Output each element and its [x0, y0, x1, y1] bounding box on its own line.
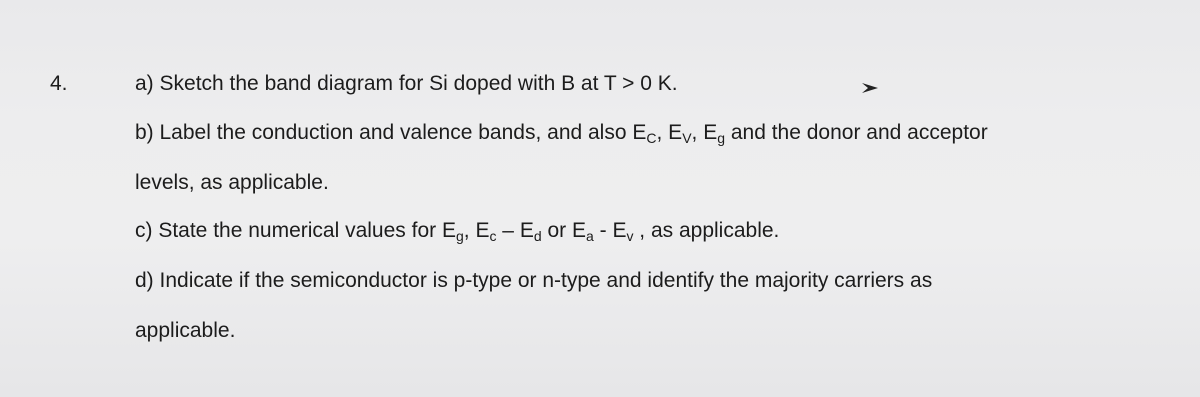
part-c-minus: – E: [496, 219, 534, 242]
subscript-c: C: [646, 130, 657, 146]
subscript-c: c: [489, 228, 497, 244]
part-b-suffix: and the donor and acceptor: [725, 121, 988, 144]
subscript-g: g: [717, 130, 726, 146]
part-a-line: a) Sketch the band diagram for Si doped with B at T > 0 K.: [135, 72, 678, 95]
subscript-a: a: [585, 228, 594, 244]
part-d-continuation: applicable.: [135, 319, 236, 342]
subscript-v: v: [626, 228, 634, 244]
part-b-comma-1: , E: [656, 121, 683, 144]
subscript-v: V: [682, 130, 692, 146]
part-c-dash: - E: [593, 219, 627, 242]
subscript-d: d: [533, 228, 542, 244]
part-d-line: d) Indicate if the semiconductor is p-type or n-type and identify the majority carriers as: [135, 269, 933, 292]
mouse-pointer-icon: [860, 80, 880, 96]
subscript-g: g: [455, 228, 464, 244]
part-b-line: [135, 119, 988, 148]
part-b-prefix: b) Label the conduction and valence bands, and also E: [135, 121, 647, 144]
part-c-line: [135, 217, 779, 246]
question-number: 4.: [50, 72, 68, 95]
part-b-continuation: levels, as applicable.: [135, 171, 329, 194]
part-c-or: or E: [541, 219, 586, 242]
part-c-suffix: , as applicable.: [633, 219, 780, 242]
part-c-comma-1: , E: [463, 219, 490, 242]
part-b-comma-2: , E: [691, 121, 718, 144]
part-c-prefix: c) State the numerical values for E: [135, 219, 456, 242]
